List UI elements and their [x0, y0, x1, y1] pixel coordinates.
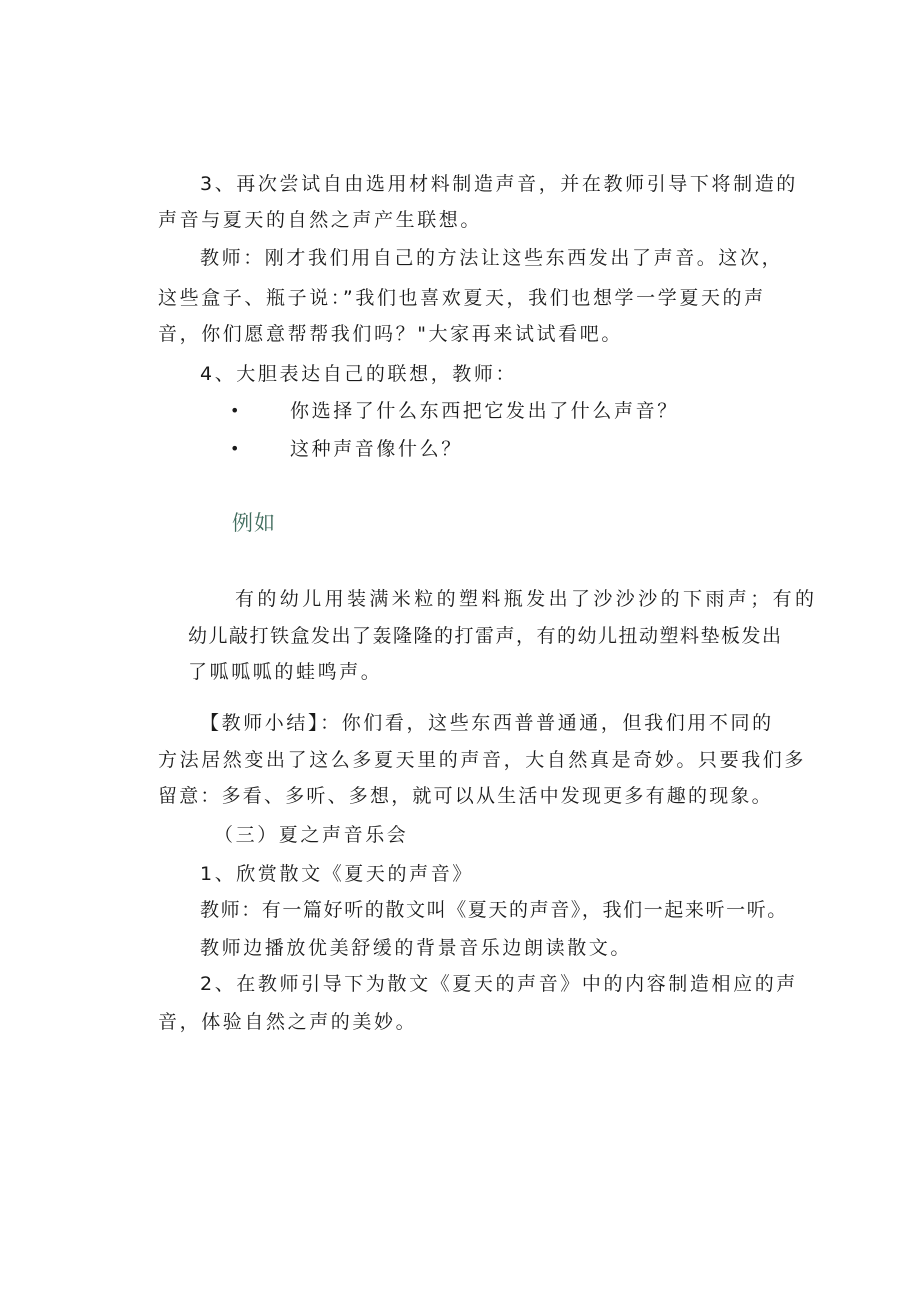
summary-line-3: 留意：多看、多听、多想，就可以从生活中发现更多有趣的现象。	[158, 785, 773, 807]
part3-item-1: 1、欣赏散文《夏天的声音》	[200, 863, 474, 885]
step3-line-2: 声音与夏天的自然之声产生联想。	[158, 209, 483, 231]
part3-reading-line: 教师边播放优美舒缓的背景音乐边朗读散文。	[200, 937, 633, 959]
bullet-text-2: 这种声音像什么？	[290, 438, 463, 460]
example-line-3: 了呱呱呱的蛙鸣声。	[188, 661, 383, 683]
bullet-dot-1: •	[230, 401, 240, 420]
example-line-2: 幼儿敲打铁盒发出了轰隆隆的打雷声，有的幼儿扭动塑料垫板发出	[188, 625, 783, 647]
bullet-text-1: 你选择了什么东西把它发出了什么声音？	[290, 400, 679, 422]
teacher-line-2: 这些盒子、瓶子说：”我们也喜欢夏天，我们也想学一学夏天的声	[158, 287, 766, 309]
bullet-dot-2: •	[230, 439, 240, 458]
part3-item-2-line-2: 音，体验自然之声的美妙。	[158, 1011, 418, 1033]
example-line-1: 有的幼儿用装满米粒的塑料瓶发出了沙沙沙的下雨声；有的	[235, 588, 818, 610]
part3-item-2-line-1: 2、在教师引导下为散文《夏天的声音》中的内容制造相应的声	[200, 973, 798, 995]
teacher-line-3: 音，你们愿意帮帮我们吗？"大家再来试试看吧。	[158, 323, 623, 345]
step3-line-1: 3、再次尝试自由选用材料制造声音，并在教师引导下将制造的	[200, 173, 798, 195]
step4-line: 4、大胆表达自己的联想，教师：	[200, 363, 518, 385]
example-heading: 例如	[232, 511, 276, 535]
summary-line-1: 【教师小结】：你们看，这些东西普普通通，但我们用不同的	[200, 712, 774, 734]
summary-line-2: 方法居然变出了这么多夏天里的声音，大自然真是奇妙。只要我们多	[158, 749, 807, 771]
part3-teacher-line: 教师：有一篇好听的散文叫《夏天的声音》，我们一起来听一听。	[200, 899, 788, 921]
teacher-line-1: 教师：刚才我们用自己的方法让这些东西发出了声音。这次，	[200, 247, 784, 269]
part3-title: （三）夏之声音乐会	[214, 824, 409, 846]
